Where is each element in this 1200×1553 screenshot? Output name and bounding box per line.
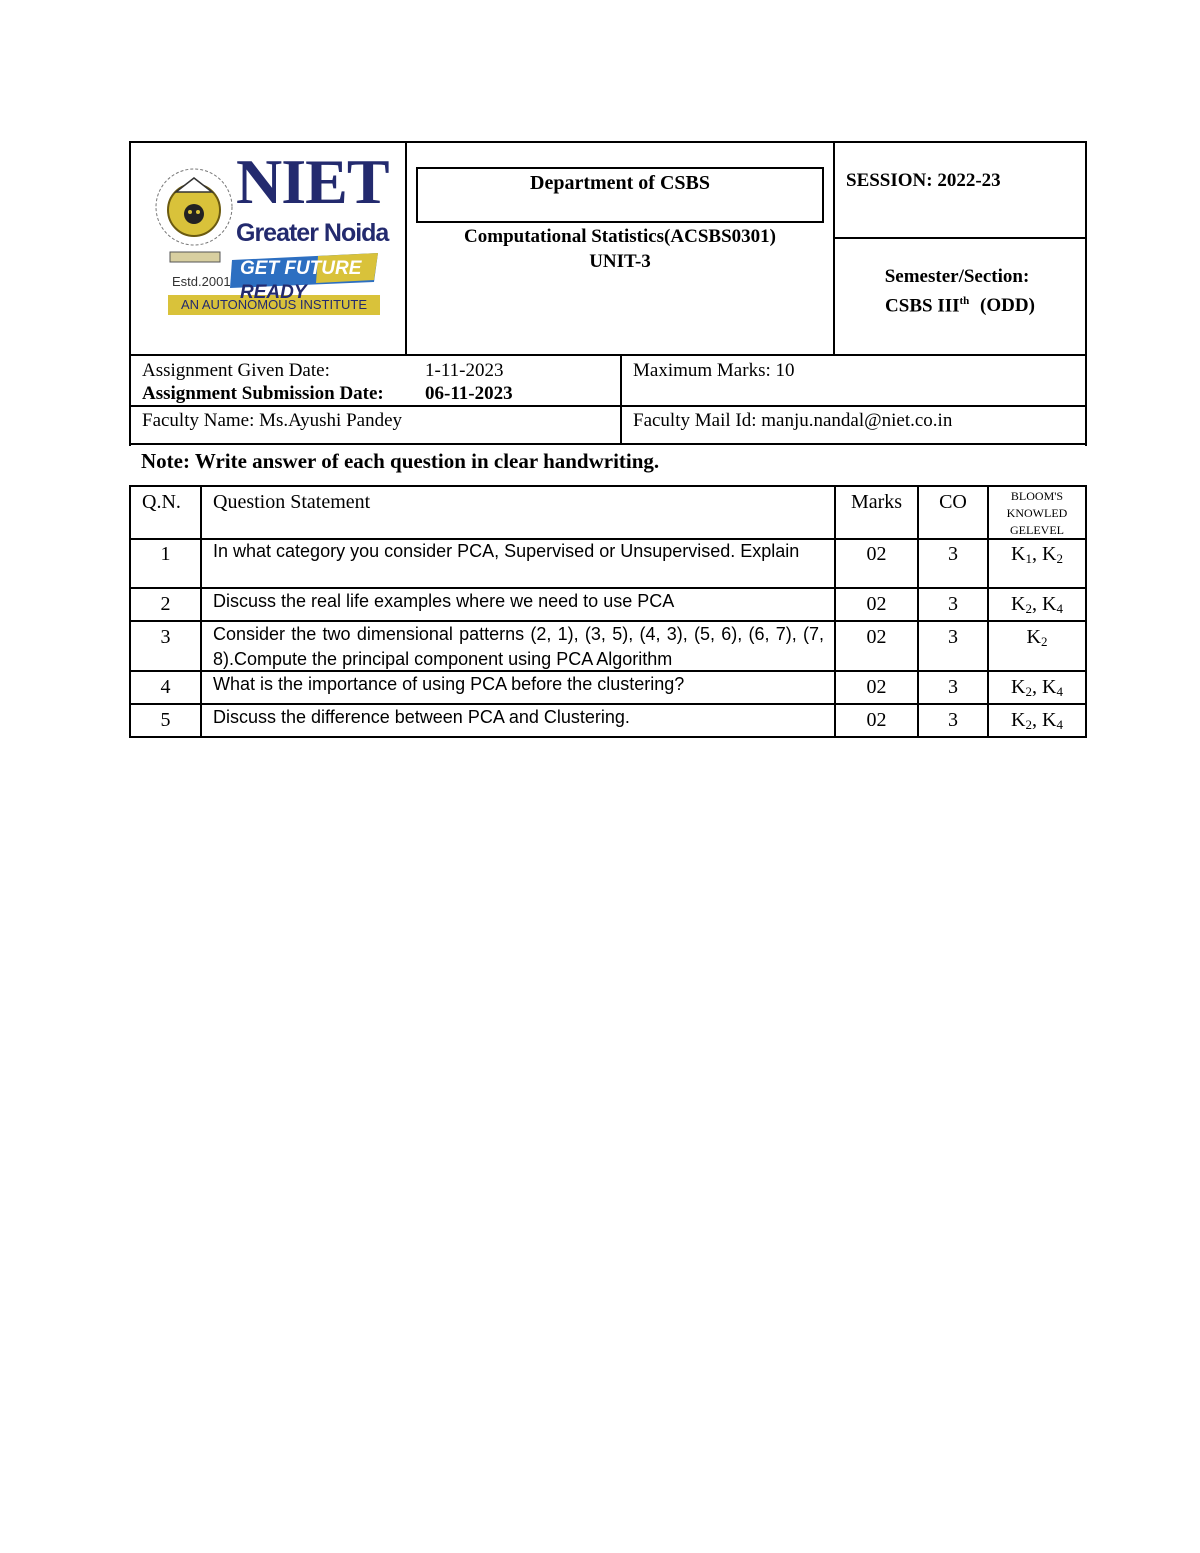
semester-value-post: (ODD)	[980, 295, 1035, 317]
row-marks: 02	[866, 676, 887, 698]
submission-date-value: 06-11-2023	[425, 383, 513, 404]
faculty-name: Faculty Name: Ms.Ayushi Pandey	[142, 410, 403, 431]
given-date-value: 1-11-2023	[425, 360, 504, 381]
logo-city-text: Greater Noida	[236, 219, 389, 247]
row-statement: Discuss the real life examples where we need to use PCA	[213, 591, 675, 611]
logo-autonomous-text: AN AUTONOMOUS INSTITUTE	[180, 297, 368, 312]
bloom-level: 2	[1040, 634, 1048, 649]
logo-niet-text: NIET	[236, 146, 389, 217]
max-marks: Maximum Marks: 10	[633, 360, 795, 381]
course-title: Computational Statistics(ACSBS0301)	[464, 226, 776, 247]
bloom-letter: K	[1011, 593, 1026, 615]
logo-tagline-get: GET	[240, 258, 280, 279]
bloom-level: 2	[1025, 684, 1032, 699]
note-text: Note: Write answer of each question in clear handwriting.	[141, 449, 660, 473]
faculty-mail: Faculty Mail Id: manju.nandal@niet.co.in	[633, 410, 953, 431]
bloom-letter: K	[1011, 543, 1026, 565]
bloom-letter: K	[1042, 676, 1057, 698]
row-statement: What is the importance of using PCA before the clustering?	[213, 674, 685, 694]
row-qn: 3	[160, 626, 171, 648]
bloom-level: 4	[1056, 601, 1063, 616]
bloom-letter: K	[1042, 709, 1057, 731]
header-marks: Marks	[850, 491, 903, 513]
semester-label: Semester/Section:	[884, 266, 1030, 287]
semester-sup: th	[959, 295, 970, 307]
row-statement: In what category you consider PCA, Supervised or Unsupervised. Explain	[213, 541, 800, 561]
row-marks: 02	[866, 626, 887, 648]
row-marks: 02	[866, 593, 887, 615]
bloom-level: 2	[1025, 717, 1032, 732]
bloom-letter: K	[1042, 593, 1057, 615]
bloom-level: 4	[1056, 717, 1063, 732]
bloom-letter: K	[1011, 709, 1026, 731]
bloom-letter: K	[1042, 543, 1057, 565]
semester-value-pre: CSBS III	[885, 295, 960, 317]
row-bloom: $K_2$, $K_4$	[1011, 676, 1063, 699]
row-marks: 02	[866, 543, 887, 565]
row-qn: 2	[160, 593, 171, 615]
row-qn: 4	[160, 676, 171, 698]
bloom-letter: K	[1011, 676, 1026, 698]
row-co: 3	[948, 676, 958, 698]
row-marks: 02	[866, 709, 887, 731]
header-bloom-line-2: KNOWLED	[1006, 506, 1068, 520]
header-bloom-line-1: BLOOM'S	[1010, 489, 1064, 503]
row-bloom: $K_2$, $K_4$	[1011, 593, 1063, 616]
niet-logo	[150, 146, 390, 320]
row-bloom: $K_1$, $K_2$	[1011, 543, 1063, 566]
submission-date-label: Assignment Submission Date:	[142, 383, 384, 404]
row-co: 3	[948, 593, 958, 615]
row-qn: 5	[160, 709, 171, 731]
bloom-level: 4	[1056, 684, 1063, 699]
row-statement: Discuss the difference between PCA and Clustering.	[213, 707, 630, 727]
bloom-letter: K	[1026, 626, 1041, 648]
row-bloom	[989, 625, 1085, 654]
row-qn: 1	[160, 543, 171, 565]
header-bloom-line-3: GELEVEL	[1010, 523, 1064, 537]
logo-estd-text: Estd.2001	[172, 274, 231, 289]
logo-tagline-future: FUTURE	[284, 258, 362, 279]
bloom-level: 1	[1025, 551, 1032, 566]
row-co: 3	[948, 626, 958, 648]
session-label: SESSION: 2022-23	[846, 170, 1001, 191]
header-bloom	[989, 488, 1085, 539]
logo-tagline-ready: READY	[240, 282, 307, 303]
bloom-level: 2	[1025, 601, 1032, 616]
header-statement: Question Statement	[213, 491, 371, 513]
header-co: CO	[939, 491, 967, 513]
department-title: Department of CSBS	[530, 172, 710, 194]
semester-value	[835, 290, 1085, 317]
given-date-label: Assignment Given Date:	[142, 360, 330, 381]
header-qn: Q.N.	[142, 491, 181, 513]
row-statement: Consider the two dimensional patterns (2, 1), (3, 5), (4, 3), (5, 6), (6, 7), (7, 8).Compute the principal component using PCA Algorithm	[213, 624, 824, 669]
bloom-level: 2	[1056, 551, 1063, 566]
row-bloom: $K_2$, $K_4$	[1011, 709, 1063, 732]
unit-title: UNIT-3	[589, 251, 651, 272]
row-co: 3	[948, 543, 958, 565]
row-co: 3	[948, 709, 958, 731]
